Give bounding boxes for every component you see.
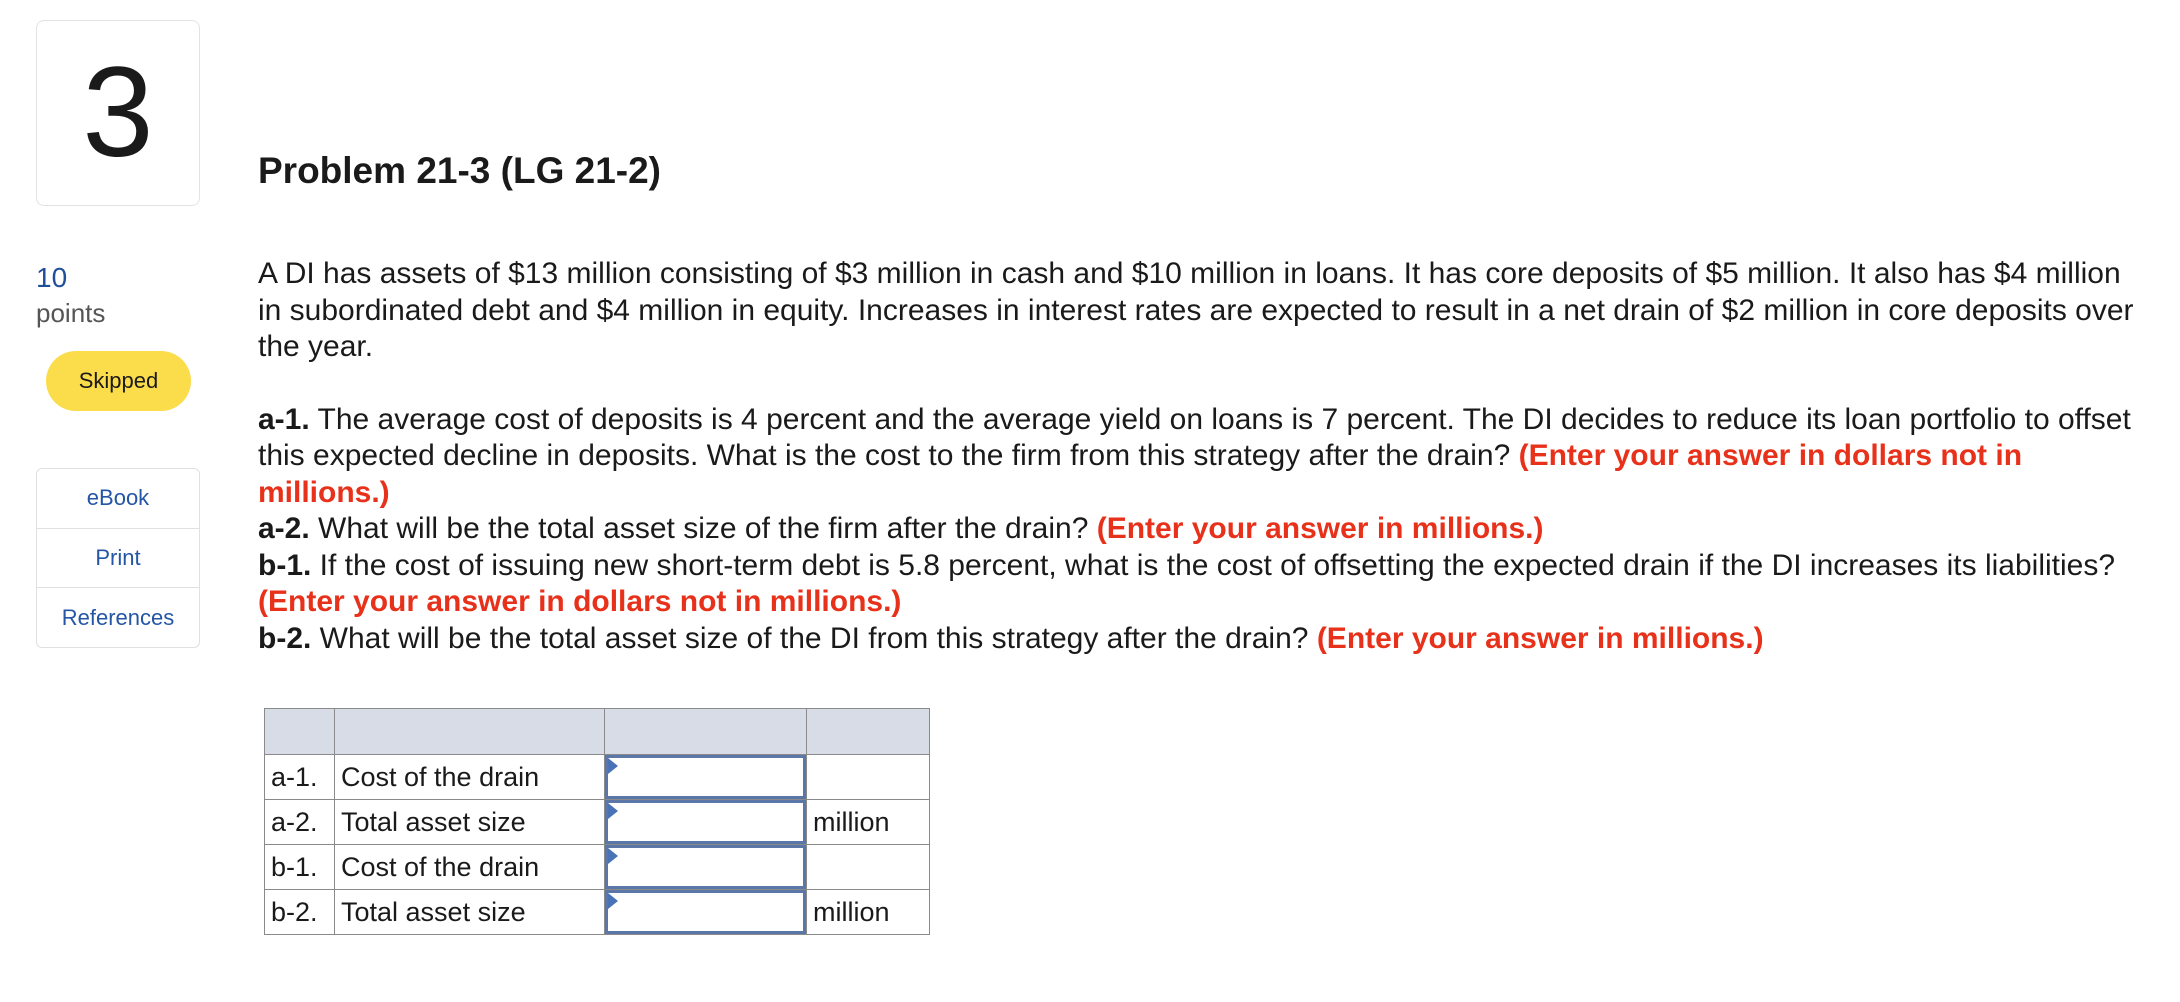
points-value: 10 (36, 262, 68, 293)
part-label: b-2. (258, 621, 312, 655)
instruction-note: (Enter your answer in dollars not in millions.) (258, 585, 902, 618)
question-number-box (36, 20, 200, 206)
row-part-label: b-1. (265, 845, 335, 890)
b2-asset-size-input[interactable] (605, 890, 806, 934)
row-label: Cost of the drain (335, 755, 605, 800)
row-part-label: a-2. (265, 800, 335, 845)
part-text: What will be the total asset size of the DI from this strategy after the drain? (311, 621, 1317, 655)
table-header-cell (605, 709, 807, 755)
problem-statement (258, 256, 2148, 657)
part-b1 (258, 548, 2148, 621)
instruction-note: (Enter your answer in millions.) (1096, 512, 1544, 545)
problem-title: Problem 21-3 (LG 21-2) (258, 150, 662, 191)
a1-cost-input[interactable] (605, 755, 806, 799)
answer-input-cell (605, 890, 807, 935)
table-header-cell (265, 709, 335, 755)
table-row (265, 845, 930, 890)
row-part-label: a-1. (265, 755, 335, 800)
row-unit (807, 845, 930, 890)
row-part-label: b-2. (265, 890, 335, 935)
answer-input-cell (605, 845, 807, 890)
problem-intro: A DI has assets of $13 million consisting of $3 million in cash and $10 million in loans. It has core deposits of $5 million. It also has $4 million in subordinated debt and $4 million in equity. Increases in interest rates are expected to result in a net drain of $2 million in core deposits over the year. (258, 257, 2134, 363)
table-row (265, 800, 930, 845)
a2-asset-size-input[interactable] (605, 800, 806, 844)
part-text: If the cost of issuing new short-term debt is 5.8 percent, what is the cost of offsetting the expected drain if the DI increases its liabilities? (311, 548, 2116, 582)
resource-links-panel (36, 468, 200, 648)
row-unit: million (807, 890, 930, 935)
row-unit: million (807, 800, 930, 845)
status-badge: Skipped (46, 351, 191, 411)
row-unit (807, 755, 930, 800)
row-label: Cost of the drain (335, 845, 605, 890)
table-row (265, 890, 930, 935)
instruction-note: (Enter your answer in dollars not in millions.) (258, 439, 2023, 509)
part-label: b-1. (258, 548, 312, 582)
part-label: a-1. (258, 402, 310, 436)
table-header-cell (335, 709, 605, 755)
print-link[interactable]: Print (37, 528, 199, 588)
answer-input-cell (605, 800, 807, 845)
part-text: What will be the total asset size of the firm after the drain? (309, 512, 1097, 545)
row-label: Total asset size (335, 800, 605, 845)
answer-input-cell (605, 755, 807, 800)
part-a2 (258, 511, 2148, 548)
b1-cost-input[interactable] (605, 845, 806, 889)
table-row (265, 755, 930, 800)
table-header-row (265, 709, 930, 755)
answer-table (264, 708, 930, 935)
part-a1 (258, 402, 2148, 512)
instruction-note: (Enter your answer in millions.) (1316, 621, 1764, 655)
points-label: points (36, 298, 106, 328)
references-link[interactable]: References (37, 587, 199, 647)
row-label: Total asset size (335, 890, 605, 935)
ebook-link[interactable]: eBook (86, 485, 150, 511)
question-number: 3 (82, 41, 154, 184)
part-label: a-2. (258, 512, 310, 545)
part-b2 (258, 621, 2148, 658)
part-text: The average cost of deposits is 4 percent and the average yield on loans is 7 percent. The DI decides to reduce its loan portfolio to offset this expected decline in deposits. What is the cost to the firm from this strategy after the drain? (258, 402, 2131, 472)
table-header-cell (807, 709, 930, 755)
